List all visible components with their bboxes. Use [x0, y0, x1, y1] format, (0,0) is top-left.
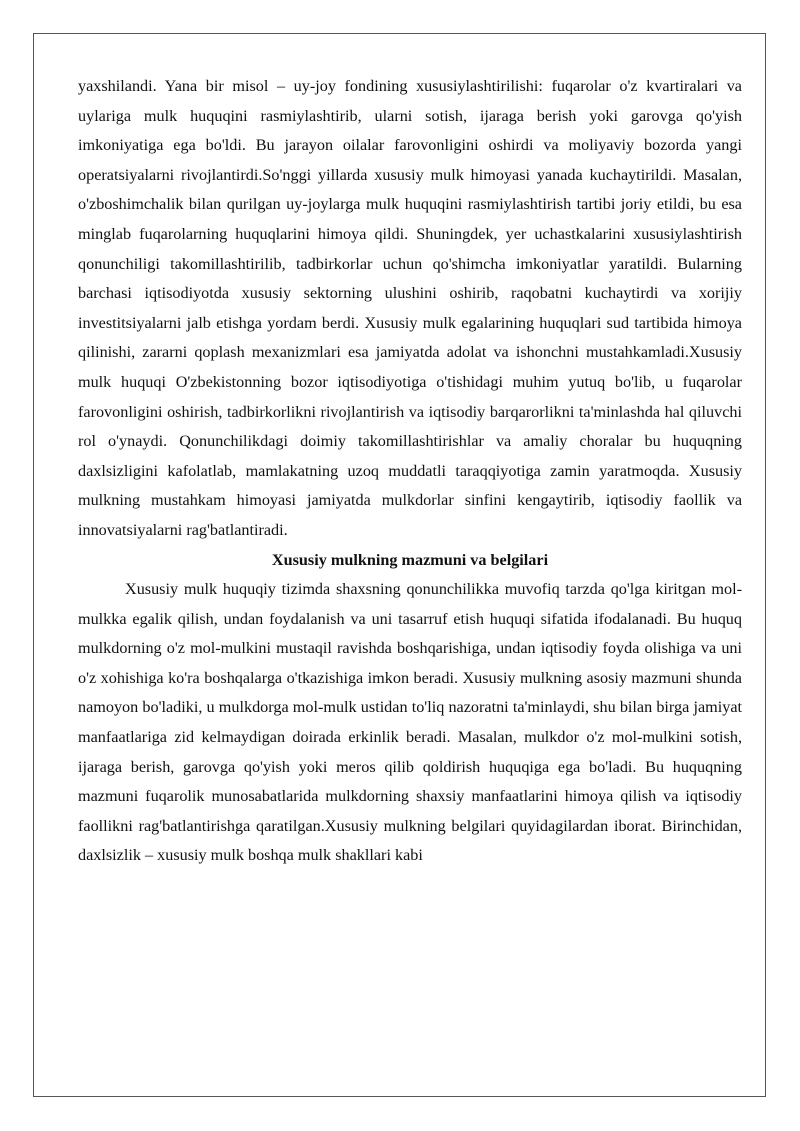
document-body [78, 72, 742, 871]
body-paragraph-2: Xususiy mulk huquqiy tizimda shaxsning qonunchilikka muvofiq tarzda qo'lga kiritgan mol-mulkka egalik qilish, undan foydalanish va uni tasarruf etish huquqi sifatida ifodalanadi. Bu huquq mulkdorning o'z mol-mulkini mustaqil ravishda boshqarishiga, undan iqtisodiy foyda olishiga va uni o'z xohishiga ko'ra boshqalarga o'tkazishiga imkon beradi. Xususiy mulkning asosiy mazmuni shunda namoyon bo'ladiki, u mulkdorga mol-mulk ustidan to'liq nazoratni ta'minlaydi, shu bilan birga jamiyat manfaatlariga zid kelmaydigan doirada erkinlik beradi. Masalan, mulkdor o'z mol-mulkini sotish, ijaraga berish, garovga qo'yish yoki meros qilib qoldirish huquqiga ega bo'ladi. Bu huquqning mazmuni fuqarolik munosabatlarida mulkdorning shaxsiy manfaatlarini himoya qilish va iqtisodiy faollikni rag'batlantirishga qaratilgan.Xususiy mulkning belgilari quyidagilardan iborat. Birinchidan, daxlsizlik – xususiy mulk boshqa mulk shakllari kabi [78, 580, 742, 865]
body-paragraph-1: yaxshilandi. Yana bir misol – uy-joy fondining xususiylashtirilishi: fuqarolar o'z kvartiralari va uylariga mulk huquqini rasmiylashtirib, ularni sotish, ijaraga berish yoki garovga qo'yish imkoniyatiga ega bo'ldi. Bu jarayon oilalar farovonligini oshirdi va moliyaviy bozorda yangi operatsiyalarni rivojlantirdi.So'nggi yillarda xususiy mulk himoyasi yanada kuchaytirildi. Masalan, o'zboshimchalik bilan qurilgan uy-joylarga mulk huquqini rasmiylashtirish tartibi joriy etildi, bu esa minglab fuqarolarning huquqlarini himoya qildi. Shuningdek, yer uchastkalarini xususiylashtirish qonunchiligi takomillashtirilib, tadbirkorlar uchun qo'shimcha imkoniyatlar yaratildi. Bularning barchasi iqtisodiyotda xususiy sektorning ulushini oshirib, raqobatni kuchaytirdi va xorijiy investitsiyalarni jalb etishga yordam berdi. Xususiy mulk egalarining huquqlari sud tartibida himoya qilinishi, zararni qoplash mexanizmlari esa jamiyatda adolat va ishonchni mustahkamladi.Xususiy mulk huquqi O'zbekistonning bozor iqtisodiyotiga o'tishidagi muhim yutuq bo'lib, u fuqarolar farovonligini oshirish, tadbirkorlikni rivojlantirish va iqtisodiy barqarorlikni ta'minlashda hal qiluvchi rol o'ynaydi. Qonunchilikdagi doimiy takomillashtirishlar va amaliy choralar bu huquqning daxlsizligini kafolatlab, mamlakatning uzoq muddatli taraqqiyotiga zamin yaratmoqda. Xususiy mulkning mustahkam himoyasi jamiyatda mulkdorlar sinfini kengaytirib, iqtisodiy faollik va innovatsiyalarni rag'batlantiradi. [78, 77, 742, 539]
section-heading: Xususiy mulkning mazmuni va belgilari [271, 550, 549, 569]
